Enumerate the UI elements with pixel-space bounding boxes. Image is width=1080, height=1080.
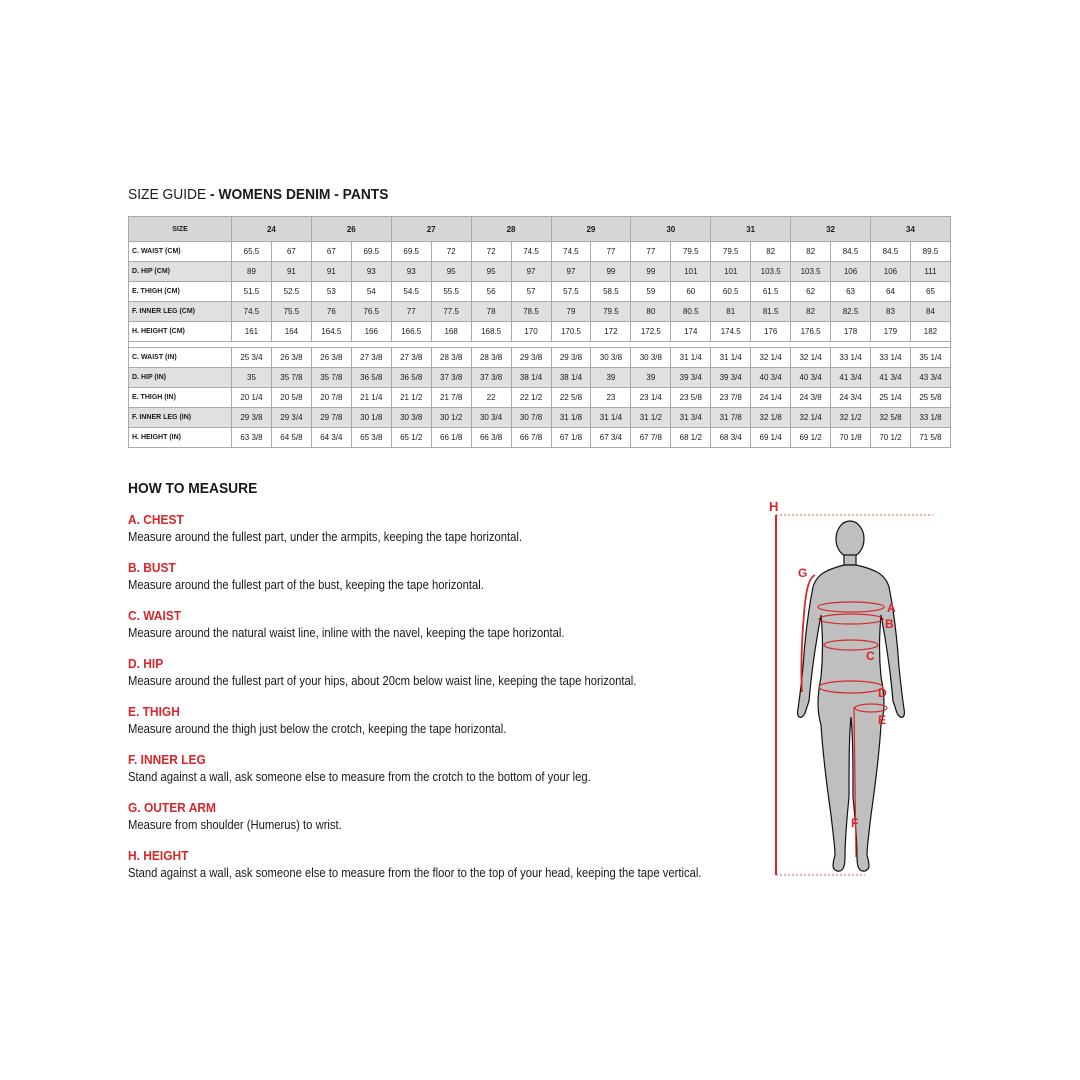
table-cell: 22 1/2 — [511, 388, 551, 408]
table-cell: 60 — [671, 282, 711, 302]
size-header: 30 — [631, 217, 711, 242]
table-cell: 51.5 — [232, 282, 272, 302]
table-cell: 30 1/2 — [431, 408, 471, 428]
label-g: G — [798, 566, 808, 580]
table-cell: 40 3/4 — [791, 368, 831, 388]
label-h: H — [769, 499, 779, 514]
row-label: F. INNER LEG (IN) — [129, 408, 232, 428]
table-cell: 72 — [471, 242, 511, 262]
table-cell: 176.5 — [791, 322, 831, 342]
row-label: H. HEIGHT (CM) — [129, 322, 232, 342]
table-cell: 28 3/8 — [431, 348, 471, 368]
table-cell: 77.5 — [431, 302, 471, 322]
table-cell: 79 — [551, 302, 591, 322]
table-cell: 31 1/4 — [591, 408, 631, 428]
table-cell: 65.5 — [232, 242, 272, 262]
body-measure-figure — [765, 497, 940, 887]
measure-item — [128, 800, 366, 832]
table-cell: 31 1/4 — [711, 348, 751, 368]
table-cell: 36 5/8 — [391, 368, 431, 388]
measure-heading: H. HEIGHT — [128, 848, 189, 863]
table-cell: 25 1/4 — [871, 388, 911, 408]
table-cell: 168.5 — [471, 322, 511, 342]
table-cell: 36 5/8 — [351, 368, 391, 388]
table-cell: 22 — [471, 388, 511, 408]
table-cell: 174 — [671, 322, 711, 342]
table-cell: 103.5 — [791, 262, 831, 282]
table-cell: 95 — [431, 262, 471, 282]
label-d: D — [878, 686, 887, 700]
table-row — [129, 242, 951, 262]
table-cell: 30 1/8 — [351, 408, 391, 428]
table-cell: 76.5 — [351, 302, 391, 322]
table-cell: 31 1/8 — [551, 408, 591, 428]
measure-description: Measure around the thigh just below the crotch, keeping the tape horizontal. — [128, 722, 507, 736]
table-cell: 39 — [631, 368, 671, 388]
table-cell: 69.5 — [391, 242, 431, 262]
table-cell: 81.5 — [751, 302, 791, 322]
table-cell: 66 1/8 — [431, 428, 471, 448]
row-label: D. HIP (IN) — [129, 368, 232, 388]
table-cell: 80.5 — [671, 302, 711, 322]
table-cell: 20 1/4 — [232, 388, 272, 408]
size-header-label: SIZE — [129, 217, 232, 242]
table-cell: 164 — [271, 322, 311, 342]
size-header: 32 — [791, 217, 871, 242]
table-cell: 21 1/4 — [351, 388, 391, 408]
measure-description: Measure around the natural waist line, inline with the navel, keeping the tape horizontal. — [128, 626, 565, 640]
measure-item — [128, 752, 642, 784]
measure-description: Stand against a wall, ask someone else to measure from the crotch to the bottom of your leg. — [128, 770, 591, 784]
table-cell: 82 — [791, 302, 831, 322]
table-cell: 41 3/4 — [831, 368, 871, 388]
table-cell: 93 — [391, 262, 431, 282]
table-row — [129, 428, 951, 448]
measure-description: Measure around the fullest part of your hips, about 20cm below waist line, keeping the tape horizontal. — [128, 674, 637, 688]
measure-heading: G. OUTER ARM — [128, 800, 216, 815]
table-cell: 84 — [910, 302, 950, 322]
table-cell: 39 3/4 — [671, 368, 711, 388]
label-c: C — [866, 649, 875, 663]
label-e: E — [878, 713, 887, 727]
table-cell: 25 5/8 — [910, 388, 950, 408]
table-row — [129, 282, 951, 302]
table-cell: 91 — [271, 262, 311, 282]
title-prefix: SIZE GUIDE — [128, 186, 211, 203]
label-a: A — [887, 601, 896, 615]
table-cell: 21 7/8 — [431, 388, 471, 408]
table-cell: 35 — [232, 368, 272, 388]
table-cell: 101 — [671, 262, 711, 282]
table-cell: 66 7/8 — [511, 428, 551, 448]
table-cell: 65 — [910, 282, 950, 302]
table-cell: 64 — [871, 282, 911, 302]
table-cell: 164.5 — [311, 322, 351, 342]
table-cell: 37 3/8 — [431, 368, 471, 388]
table-cell: 72 — [431, 242, 471, 262]
table-row — [129, 408, 951, 428]
table-cell: 55.5 — [431, 282, 471, 302]
table-cell: 58.5 — [591, 282, 631, 302]
table-cell: 61.5 — [751, 282, 791, 302]
table-cell: 83 — [871, 302, 911, 322]
table-cell: 40 3/4 — [751, 368, 791, 388]
label-f: F — [851, 816, 859, 830]
size-header: 29 — [551, 217, 631, 242]
table-cell: 57.5 — [551, 282, 591, 302]
table-cell: 68 1/2 — [671, 428, 711, 448]
table-cell: 66 3/8 — [471, 428, 511, 448]
table-cell: 24 3/4 — [831, 388, 871, 408]
table-cell: 23 — [591, 388, 631, 408]
table-cell: 35 7/8 — [271, 368, 311, 388]
measure-description: Measure from shoulder (Humerus) to wrist. — [128, 818, 342, 832]
table-cell: 75.5 — [271, 302, 311, 322]
table-cell: 31 1/4 — [671, 348, 711, 368]
table-cell: 33 1/8 — [910, 408, 950, 428]
table-row — [129, 322, 951, 342]
row-label: D. HIP (CM) — [129, 262, 232, 282]
table-cell: 27 3/8 — [391, 348, 431, 368]
table-cell: 20 7/8 — [311, 388, 351, 408]
table-cell: 57 — [511, 282, 551, 302]
table-cell: 65 1/2 — [391, 428, 431, 448]
table-cell: 80 — [631, 302, 671, 322]
table-cell: 29 3/8 — [551, 348, 591, 368]
table-cell: 82 — [791, 242, 831, 262]
table-cell: 24 3/8 — [791, 388, 831, 408]
table-cell: 41 3/4 — [871, 368, 911, 388]
size-table — [128, 216, 951, 448]
table-cell: 106 — [831, 262, 871, 282]
table-cell: 26 3/8 — [271, 348, 311, 368]
table-cell: 67 — [311, 242, 351, 262]
table-row — [129, 368, 951, 388]
table-cell: 166 — [351, 322, 391, 342]
table-cell: 29 3/8 — [232, 408, 272, 428]
table-cell: 166.5 — [391, 322, 431, 342]
table-cell: 22 5/8 — [551, 388, 591, 408]
table-cell: 32 1/4 — [751, 348, 791, 368]
row-label: C. WAIST (CM) — [129, 242, 232, 262]
table-cell: 74.5 — [551, 242, 591, 262]
measure-heading: B. BUST — [128, 560, 176, 575]
table-cell: 79.5 — [711, 242, 751, 262]
table-cell: 82.5 — [831, 302, 871, 322]
table-cell: 62 — [791, 282, 831, 302]
measure-heading: C. WAIST — [128, 608, 182, 623]
row-label: H. HEIGHT (IN) — [129, 428, 232, 448]
table-cell: 52.5 — [271, 282, 311, 302]
table-cell: 60.5 — [711, 282, 751, 302]
measure-description: Measure around the fullest part, under the armpits, keeping the tape horizontal. — [128, 530, 522, 544]
table-cell: 69 1/2 — [791, 428, 831, 448]
table-cell: 63 — [831, 282, 871, 302]
table-cell: 97 — [511, 262, 551, 282]
table-cell: 53 — [311, 282, 351, 302]
table-cell: 54.5 — [391, 282, 431, 302]
table-cell: 68 3/4 — [711, 428, 751, 448]
table-cell: 32 5/8 — [871, 408, 911, 428]
page-title — [128, 186, 388, 203]
table-cell: 111 — [910, 262, 950, 282]
table-cell: 63 3/8 — [232, 428, 272, 448]
table-cell: 77 — [591, 242, 631, 262]
table-cell: 32 1/4 — [791, 408, 831, 428]
size-header-row — [129, 217, 951, 242]
row-label: F. INNER LEG (CM) — [129, 302, 232, 322]
table-cell: 170 — [511, 322, 551, 342]
table-cell: 35 1/4 — [910, 348, 950, 368]
table-cell: 172.5 — [631, 322, 671, 342]
measure-item — [128, 560, 523, 592]
table-cell: 38 1/4 — [551, 368, 591, 388]
measure-description: Stand against a wall, ask someone else to measure from the floor to the top of your head, keeping the tape vertical. — [128, 866, 702, 880]
measure-item — [128, 608, 613, 640]
table-cell: 35 7/8 — [311, 368, 351, 388]
table-cell: 168 — [431, 322, 471, 342]
table-cell: 32 1/2 — [831, 408, 871, 428]
table-cell: 29 7/8 — [311, 408, 351, 428]
how-to-measure-title: HOW TO MEASURE — [128, 480, 258, 497]
table-cell: 79.5 — [591, 302, 631, 322]
table-cell: 179 — [871, 322, 911, 342]
table-cell: 78 — [471, 302, 511, 322]
table-cell: 81 — [711, 302, 751, 322]
measure-item — [128, 656, 693, 688]
measure-item — [128, 512, 566, 544]
table-cell: 101 — [711, 262, 751, 282]
table-cell: 39 — [591, 368, 631, 388]
table-cell: 67 — [271, 242, 311, 262]
table-cell: 21 1/2 — [391, 388, 431, 408]
table-cell: 74.5 — [232, 302, 272, 322]
size-header: 26 — [311, 217, 391, 242]
table-cell: 67 3/4 — [591, 428, 631, 448]
table-cell: 38 1/4 — [511, 368, 551, 388]
table-cell: 77 — [391, 302, 431, 322]
table-cell: 37 3/8 — [471, 368, 511, 388]
label-b: B — [885, 617, 894, 631]
table-cell: 182 — [910, 322, 950, 342]
table-cell: 65 3/8 — [351, 428, 391, 448]
table-cell: 56 — [471, 282, 511, 302]
table-cell: 95 — [471, 262, 511, 282]
table-cell: 84.5 — [831, 242, 871, 262]
table-cell: 69 1/4 — [751, 428, 791, 448]
table-cell: 78.5 — [511, 302, 551, 322]
table-cell: 23 7/8 — [711, 388, 751, 408]
table-cell: 99 — [631, 262, 671, 282]
table-cell: 33 1/4 — [831, 348, 871, 368]
table-row — [129, 302, 951, 322]
row-label: E. THIGH (CM) — [129, 282, 232, 302]
table-cell: 29 3/8 — [511, 348, 551, 368]
table-cell: 69.5 — [351, 242, 391, 262]
table-cell: 79.5 — [671, 242, 711, 262]
table-cell: 39 3/4 — [711, 368, 751, 388]
size-header: 28 — [471, 217, 551, 242]
table-cell: 178 — [831, 322, 871, 342]
title-bold: - WOMENS DENIM - PANTS — [210, 186, 389, 203]
table-cell: 24 1/4 — [751, 388, 791, 408]
table-cell: 43 3/4 — [910, 368, 950, 388]
measure-heading: E. THIGH — [128, 704, 180, 719]
measure-item — [128, 704, 548, 736]
measure-heading: D. HIP — [128, 656, 164, 671]
table-cell: 23 1/4 — [631, 388, 671, 408]
table-cell: 97 — [551, 262, 591, 282]
table-cell: 30 3/8 — [591, 348, 631, 368]
table-cell: 23 5/8 — [671, 388, 711, 408]
table-cell: 25 3/4 — [232, 348, 272, 368]
table-cell: 170.5 — [551, 322, 591, 342]
row-label: E. THIGH (IN) — [129, 388, 232, 408]
table-cell: 32 1/4 — [791, 348, 831, 368]
table-cell: 174.5 — [711, 322, 751, 342]
table-cell: 30 3/4 — [471, 408, 511, 428]
measure-description: Measure around the fullest part of the bust, keeping the tape horizontal. — [128, 578, 484, 592]
table-cell: 31 7/8 — [711, 408, 751, 428]
size-header: 24 — [232, 217, 312, 242]
table-cell: 64 5/8 — [271, 428, 311, 448]
table-cell: 77 — [631, 242, 671, 262]
table-row — [129, 388, 951, 408]
table-cell: 33 1/4 — [871, 348, 911, 368]
table-cell: 176 — [751, 322, 791, 342]
table-cell: 31 3/4 — [671, 408, 711, 428]
table-row — [129, 262, 951, 282]
table-cell: 32 1/8 — [751, 408, 791, 428]
row-label: C. WAIST (IN) — [129, 348, 232, 368]
table-cell: 89.5 — [910, 242, 950, 262]
table-cell: 91 — [311, 262, 351, 282]
table-cell: 26 3/8 — [311, 348, 351, 368]
table-cell: 30 3/8 — [391, 408, 431, 428]
table-cell: 103.5 — [751, 262, 791, 282]
table-cell: 99 — [591, 262, 631, 282]
table-cell: 82 — [751, 242, 791, 262]
measure-heading: A. CHEST — [128, 512, 184, 527]
table-cell: 67 1/8 — [551, 428, 591, 448]
measure-item — [128, 848, 765, 880]
table-cell: 30 3/8 — [631, 348, 671, 368]
size-header: 34 — [871, 217, 951, 242]
table-cell: 89 — [232, 262, 272, 282]
table-cell: 70 1/8 — [831, 428, 871, 448]
table-cell: 71 5/8 — [910, 428, 950, 448]
table-cell: 76 — [311, 302, 351, 322]
table-cell: 31 1/2 — [631, 408, 671, 428]
table-cell: 93 — [351, 262, 391, 282]
table-cell: 70 1/2 — [871, 428, 911, 448]
table-cell: 64 3/4 — [311, 428, 351, 448]
table-cell: 30 7/8 — [511, 408, 551, 428]
table-row — [129, 348, 951, 368]
table-cell: 84.5 — [871, 242, 911, 262]
table-cell: 172 — [591, 322, 631, 342]
measure-heading: F. INNER LEG — [128, 752, 206, 767]
table-cell: 59 — [631, 282, 671, 302]
size-header: 27 — [391, 217, 471, 242]
table-cell: 67 7/8 — [631, 428, 671, 448]
table-cell: 29 3/4 — [271, 408, 311, 428]
size-header: 31 — [711, 217, 791, 242]
table-cell: 20 5/8 — [271, 388, 311, 408]
table-cell: 27 3/8 — [351, 348, 391, 368]
table-cell: 106 — [871, 262, 911, 282]
table-cell: 28 3/8 — [471, 348, 511, 368]
table-cell: 74.5 — [511, 242, 551, 262]
table-cell: 54 — [351, 282, 391, 302]
table-cell: 161 — [232, 322, 272, 342]
